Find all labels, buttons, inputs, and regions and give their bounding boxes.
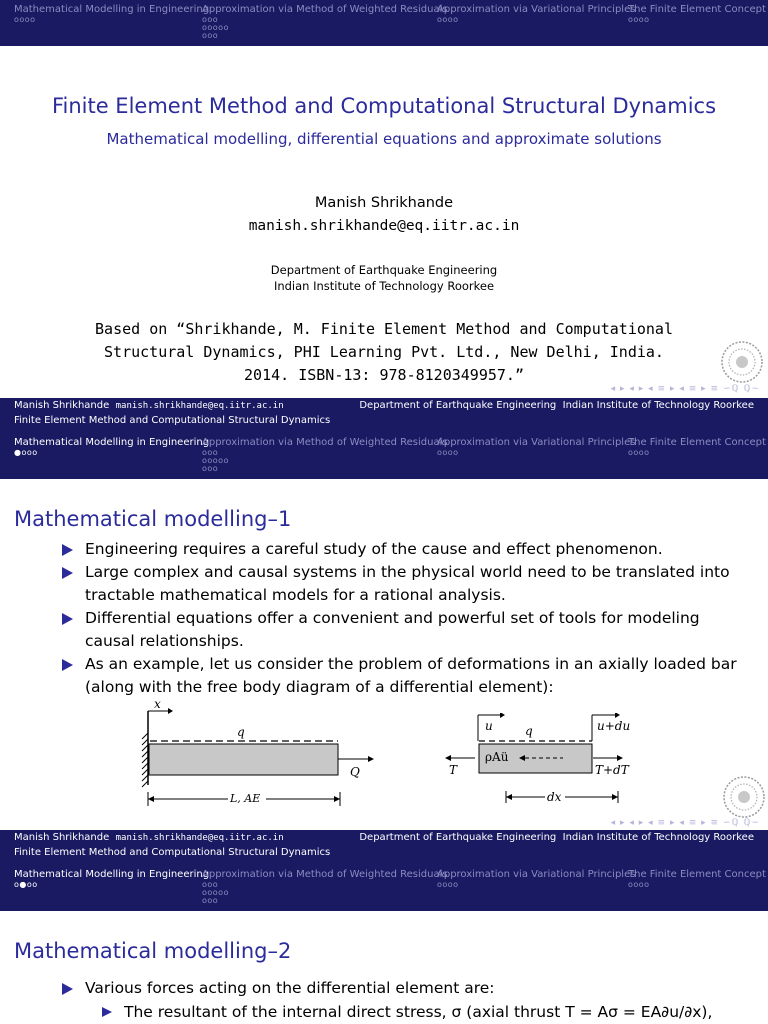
nav-section-dots: ooo — [202, 31, 219, 40]
nav-section-variational[interactable] — [437, 869, 635, 889]
bullet-item — [62, 977, 742, 1000]
sub-bullet-triangle-icon — [102, 1007, 112, 1017]
nav-section-dots: oooo — [628, 15, 650, 24]
nav-section-label: The Finite Element Concept — [628, 4, 766, 15]
citation — [60, 318, 708, 387]
nav-section-dots: ooo — [202, 448, 219, 457]
bullet-text: Engineering requires a careful study of the cause and effect phenomenon. — [85, 540, 663, 558]
sub-bullet-item — [102, 1001, 762, 1024]
nav-section-weighted-residuals[interactable] — [202, 4, 448, 40]
nav-section-label: Approximation via Variational Principles — [437, 4, 636, 15]
nav-section-fe-concept[interactable] — [628, 437, 766, 457]
footer-short-title: Finite Element Method and Computational Structural Dynamics — [14, 847, 331, 858]
affiliation — [0, 262, 768, 294]
bullet-triangle-icon — [62, 659, 73, 671]
nav-section-dots: oooo — [628, 448, 650, 457]
nav-section-dots: ooooo — [202, 456, 229, 465]
footer-email: manish.shrikhande@eq.iitr.ac.in — [115, 401, 284, 411]
section-navigation-bar — [0, 865, 768, 911]
thrust-label: T — [449, 763, 458, 777]
bullet-item — [62, 561, 742, 607]
footer-department — [359, 400, 754, 411]
nav-section-fe-concept[interactable] — [628, 869, 766, 889]
nav-section-dots: oooo — [628, 880, 650, 889]
nav-section-dots: o●oo — [14, 880, 38, 889]
inertia-force-label: ρAü — [485, 750, 509, 764]
section-navigation-bar — [0, 433, 768, 479]
nav-section-dots: ooooo — [202, 888, 229, 897]
footer-institute: Indian Institute of Technology Roorkee — [562, 832, 754, 843]
bullet-triangle-icon — [62, 613, 73, 625]
element-load-label: q — [525, 724, 533, 738]
thrust-increment-label: T+dT — [595, 763, 629, 777]
nav-section-dots: ooo — [202, 464, 219, 473]
slide-mathematical-modelling-2 — [0, 865, 768, 1024]
footer-author — [14, 832, 284, 843]
bullet-text: Differential equations offer a convenient and powerful set of tools for modeling causal relationships. — [85, 609, 700, 650]
beamer-navigation-symbols[interactable]: ◂ ▸ ◂ ▸ ◂ ≡ ▸ ◂ ≡ ▸ ≡ ∽ℚ ℚ∼ — [610, 818, 760, 828]
nav-section-weighted-residuals[interactable] — [202, 869, 448, 905]
nav-section-dots: oooo — [437, 15, 459, 24]
nav-section-weighted-residuals[interactable] — [202, 437, 448, 473]
author-name: Manish Shrikhande — [314, 195, 454, 211]
section-navigation-bar — [0, 0, 768, 46]
bullet-item — [62, 538, 742, 561]
nav-section-dots: ooo — [202, 896, 219, 905]
author-email: manish.shrikhande@eq.iitr.ac.in — [248, 218, 520, 234]
displacement-label: u — [485, 719, 493, 733]
nav-section-dots: ooooo — [202, 23, 229, 32]
nav-section-dots: ooo — [202, 880, 219, 889]
presentation-subtitle: Mathematical modelling, differential equations and approximate solutions — [106, 130, 662, 148]
nav-section-label: The Finite Element Concept — [628, 437, 766, 448]
length-stiffness-label: L, AE — [230, 792, 261, 805]
title-slide — [0, 0, 768, 398]
bullet-triangle-icon — [62, 983, 73, 995]
nav-section-dots: ooo — [202, 15, 219, 24]
bullet-triangle-icon — [62, 544, 73, 556]
iitr-logo-icon — [720, 340, 764, 384]
nav-section-label: Approximation via Method of Weighted Residuals — [202, 4, 448, 15]
citation-line: 2014. ISBN-13: 978-8120349957.” — [244, 366, 524, 384]
footer-author-name: Manish Shrikhande — [14, 400, 110, 411]
presentation-title: Finite Element Method and Computational Structural Dynamics — [51, 94, 717, 118]
sub-bullet-list — [62, 1001, 762, 1024]
nav-section-label: Approximation via Method of Weighted Residuals — [202, 437, 448, 448]
footer-email: manish.shrikhande@eq.iitr.ac.in — [115, 833, 284, 843]
displacement-increment-label: u+du — [597, 719, 631, 733]
iitr-logo-icon — [722, 775, 766, 819]
nav-section-label: Mathematical Modelling in Engineering — [14, 437, 210, 448]
nav-section-label: The Finite Element Concept — [628, 869, 766, 880]
beamer-navigation-symbols[interactable]: ◂ ▸ ◂ ▸ ◂ ≡ ▸ ◂ ≡ ▸ ≡ ∽ℚ ℚ∼ — [610, 384, 760, 394]
footer-dept-name: Department of Earthquake Engineering — [359, 400, 557, 411]
nav-section-dots: oooo — [437, 448, 459, 457]
slide-mathematical-modelling-1 — [0, 433, 768, 830]
bullet-list — [62, 977, 742, 1000]
free-body-diagram — [445, 713, 645, 823]
bullet-text: As an example, let us consider the problem of deformations in an axially loaded bar (along with the free body diagram of a differential element): — [85, 655, 737, 696]
citation-line: Based on “Shrikhande, M. Finite Element Method and Computational — [95, 320, 673, 338]
nav-section-variational[interactable] — [437, 4, 635, 24]
frame-title: Mathematical modelling–1 — [14, 507, 292, 531]
nav-section-dots: ●ooo — [14, 448, 38, 457]
nav-section-label: Approximation via Method of Weighted Residuals — [202, 869, 448, 880]
footer-institute: Indian Institute of Technology Roorkee — [562, 400, 754, 411]
nav-section-modelling[interactable] — [14, 437, 209, 457]
element-length-label: dx — [547, 790, 562, 804]
footer-dept-name: Department of Earthquake Engineering — [359, 832, 557, 843]
footer-short-title: Finite Element Method and Computational Structural Dynamics — [14, 415, 331, 426]
nav-section-dots: oooo — [14, 15, 36, 24]
citation-line: Structural Dynamics, PHI Learning Pvt. Ltd., New Delhi, India. — [104, 343, 664, 361]
nav-section-variational[interactable] — [437, 437, 635, 457]
nav-section-label: Mathematical Modelling in Engineering — [14, 869, 210, 880]
bullet-item — [62, 607, 742, 653]
bullet-list — [62, 538, 742, 699]
nav-section-modelling[interactable] — [14, 869, 209, 889]
end-load-label: Q — [350, 765, 360, 779]
axial-bar-diagram — [140, 697, 380, 818]
footer-author-name: Manish Shrikhande — [14, 832, 110, 843]
sub-bullet-text: The resultant of the internal direct stress, σ (axial thrust T = Aσ = EA∂u/∂x), — [124, 1003, 713, 1021]
institute: Indian Institute of Technology Roorkee — [273, 279, 495, 293]
nav-section-dots: oooo — [437, 880, 459, 889]
nav-section-label: Approximation via Variational Principles — [437, 437, 636, 448]
bullet-text: Various forces acting on the differential element are: — [85, 979, 495, 997]
bullet-text: Large complex and causal systems in the physical world need to be translated into tractable mathematical models for a rational analysis. — [85, 563, 730, 604]
frame-title: Mathematical modelling–2 — [14, 939, 292, 963]
department: Department of Earthquake Engineering — [270, 263, 498, 277]
nav-section-modelling[interactable] — [14, 4, 209, 24]
nav-section-label: Approximation via Variational Principles — [437, 869, 636, 880]
footer-department — [359, 832, 754, 843]
bullet-item — [62, 653, 742, 699]
footer-author — [14, 400, 284, 411]
nav-section-fe-concept[interactable] — [628, 4, 766, 24]
distributed-load-label: q — [237, 725, 245, 739]
bullet-triangle-icon — [62, 567, 73, 579]
x-axis-label: x — [154, 697, 161, 711]
nav-section-label: Mathematical Modelling in Engineering — [14, 4, 210, 15]
